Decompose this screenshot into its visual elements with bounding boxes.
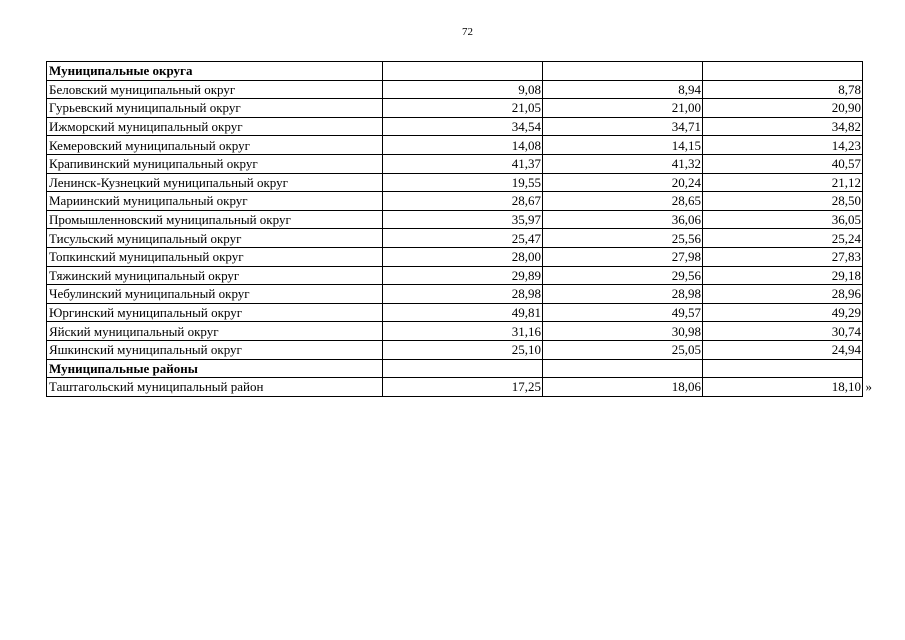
value-cell-1	[383, 303, 543, 322]
table-row	[47, 247, 863, 266]
value-text: 21,00	[671, 100, 701, 116]
value-text: 27,98	[671, 249, 701, 265]
value-cell-2	[543, 99, 703, 118]
value-cell-3	[703, 266, 863, 285]
section-header-row	[47, 62, 863, 81]
value-cell-3	[703, 62, 863, 81]
value-cell-1	[383, 99, 543, 118]
value-text: 25,24	[831, 230, 861, 246]
value-cell-1	[383, 192, 543, 211]
value-cell-2	[543, 378, 703, 397]
value-text: 28,98	[511, 286, 541, 302]
value-text: 49,57	[671, 305, 701, 321]
value-text: 28,67	[511, 193, 541, 209]
value-cell-3	[703, 210, 863, 229]
district-name-cell: Тисульский муниципальный округ	[47, 229, 383, 248]
table-row	[47, 154, 863, 173]
value-text: 14,15	[671, 137, 701, 153]
table-row	[47, 210, 863, 229]
district-name-cell: Топкинский муниципальный округ	[47, 247, 383, 266]
value-text: 17,25	[511, 379, 541, 395]
value-cell-2	[543, 210, 703, 229]
value-text: 14,08	[511, 137, 541, 153]
value-text: 21,05	[511, 100, 541, 116]
value-text: 36,06	[671, 212, 701, 228]
value-text: 9,08	[518, 81, 541, 97]
table-row	[47, 80, 863, 99]
page-number: 72	[462, 26, 473, 38]
value-text: 40,57	[831, 156, 861, 172]
value-cell-1	[383, 62, 543, 81]
district-name-cell: Чебулинский муниципальный округ	[47, 285, 383, 304]
table-row	[47, 303, 863, 322]
value-text: 25,56	[671, 230, 701, 246]
value-cell-2	[543, 303, 703, 322]
value-cell-3	[703, 173, 863, 192]
value-text: 28,96	[831, 286, 861, 302]
section-title: Муниципальные округа	[47, 62, 383, 81]
district-name-cell: Кемеровский муниципальный округ	[47, 136, 383, 155]
value-cell-3	[703, 229, 863, 248]
value-cell-1	[383, 210, 543, 229]
table-row	[47, 173, 863, 192]
value-cell-3	[703, 285, 863, 304]
value-text: 28,50	[831, 193, 861, 209]
value-cell-1	[383, 322, 543, 341]
district-name-cell: Крапивинский муниципальный округ	[47, 154, 383, 173]
value-cell-3	[703, 136, 863, 155]
district-name-cell: Гурьевский муниципальный округ	[47, 99, 383, 118]
table-row	[47, 285, 863, 304]
district-name-cell: Яйский муниципальный округ	[47, 322, 383, 341]
value-text: 24,94	[831, 342, 861, 358]
table-row	[47, 99, 863, 118]
value-text: 19,55	[511, 174, 541, 190]
value-text: 28,65	[671, 193, 701, 209]
district-name-cell: Тяжинский муниципальный округ	[47, 266, 383, 285]
value-cell-2	[543, 322, 703, 341]
table-row	[47, 340, 863, 359]
value-cell-1	[383, 247, 543, 266]
value-text: 29,18	[831, 267, 861, 283]
value-cell-1	[383, 229, 543, 248]
value-text: 34,82	[831, 119, 861, 135]
table-row	[47, 117, 863, 136]
value-cell-2	[543, 117, 703, 136]
closing-quote-mark: »	[865, 379, 872, 395]
value-text: 21,12	[831, 174, 861, 190]
value-text: 8,94	[678, 81, 701, 97]
value-cell-2	[543, 340, 703, 359]
value-text: 36,05	[831, 212, 861, 228]
value-cell-2	[543, 359, 703, 378]
table-row	[47, 322, 863, 341]
value-text: 18,10	[831, 379, 861, 395]
value-cell-1	[383, 285, 543, 304]
value-cell-1	[383, 266, 543, 285]
value-cell-2	[543, 62, 703, 81]
value-text: 49,81	[511, 305, 541, 321]
value-cell-2	[543, 80, 703, 99]
value-text: 25,10	[511, 342, 541, 358]
value-cell-2	[543, 266, 703, 285]
value-cell-3	[703, 117, 863, 136]
section-title: Муниципальные районы	[47, 359, 383, 378]
value-text: 35,97	[511, 212, 541, 228]
value-cell-3	[703, 154, 863, 173]
value-text: 28,00	[511, 249, 541, 265]
district-name-cell: Юргинский муниципальный округ	[47, 303, 383, 322]
table-row	[47, 192, 863, 211]
value-cell-2	[543, 247, 703, 266]
value-cell-3	[703, 303, 863, 322]
value-text: 14,23	[831, 137, 861, 153]
data-table	[46, 61, 872, 397]
value-cell-3	[703, 247, 863, 266]
value-text: 28,98	[671, 286, 701, 302]
value-text: 34,54	[511, 119, 541, 135]
value-cell-3	[703, 322, 863, 341]
district-name-cell: Яшкинский муниципальный округ	[47, 340, 383, 359]
value-cell-1	[383, 136, 543, 155]
value-cell-2	[543, 173, 703, 192]
value-cell-1	[383, 154, 543, 173]
value-cell-3	[703, 80, 863, 99]
value-text: 31,16	[511, 323, 541, 339]
value-cell-1	[383, 117, 543, 136]
district-name-cell: Промышленновский муниципальный округ	[47, 210, 383, 229]
value-cell-3	[703, 378, 872, 397]
district-name-cell: Таштагольский муниципальный район	[47, 378, 383, 397]
value-cell-1	[383, 80, 543, 99]
table-body	[47, 62, 872, 397]
value-text: 41,37	[511, 156, 541, 172]
section-header-row	[47, 359, 863, 378]
value-text: 25,47	[511, 230, 541, 246]
value-cell-3	[703, 192, 863, 211]
value-text: 27,83	[831, 249, 861, 265]
value-text: 8,78	[838, 81, 861, 97]
value-text: 29,89	[511, 267, 541, 283]
value-cell-2	[543, 136, 703, 155]
value-text: 20,90	[831, 100, 861, 116]
district-name-cell: Ижморский муниципальный округ	[47, 117, 383, 136]
district-name-cell: Мариинский муниципальный округ	[47, 192, 383, 211]
value-text: 34,71	[671, 119, 701, 135]
value-text: 30,98	[671, 323, 701, 339]
table-row	[47, 136, 863, 155]
district-name-cell: Беловский муниципальный округ	[47, 80, 383, 99]
value-cell-2	[543, 192, 703, 211]
value-cell-2	[543, 154, 703, 173]
district-name-cell: Ленинск-Кузнецкий муниципальный округ	[47, 173, 383, 192]
value-text: 41,32	[671, 156, 701, 172]
value-cell-2	[543, 229, 703, 248]
table-row	[47, 229, 863, 248]
table-row	[47, 378, 863, 397]
value-cell-3	[703, 99, 863, 118]
value-cell-1	[383, 340, 543, 359]
value-cell-1	[383, 378, 543, 397]
value-cell-1	[383, 359, 543, 378]
table-row	[47, 266, 863, 285]
value-text: 49,29	[831, 305, 861, 321]
value-cell-1	[383, 173, 543, 192]
value-text: 30,74	[831, 323, 861, 339]
value-text: 18,06	[671, 379, 701, 395]
value-cell-2	[543, 285, 703, 304]
value-cell-3	[703, 359, 863, 378]
value-text: 20,24	[671, 174, 701, 190]
value-text: 25,05	[671, 342, 701, 358]
value-cell-3	[703, 340, 863, 359]
value-text: 29,56	[671, 267, 701, 283]
